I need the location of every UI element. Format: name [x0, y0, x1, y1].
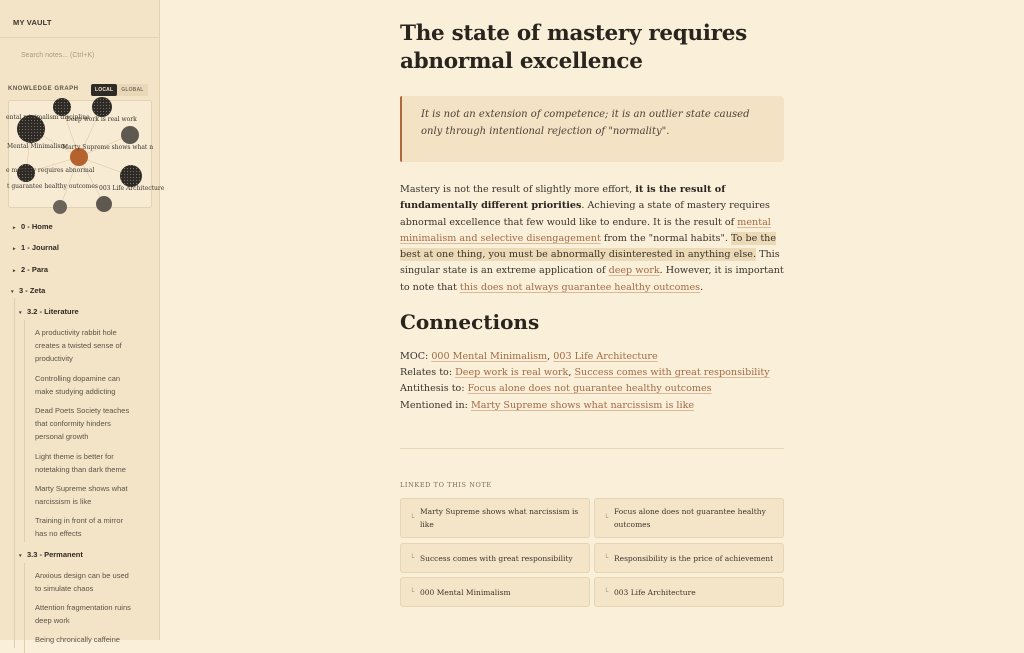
svg-text:t guarantee healthy outcomes: t guarantee healthy outcomes	[7, 183, 98, 190]
backlink-card[interactable]: └ 000 Mental Minimalism	[400, 577, 590, 607]
tree-note[interactable]: A productivity rabbit hole creates a twisted sense of productivity	[35, 328, 122, 363]
tree-folder-para[interactable]: ▸ 2 - Para	[13, 265, 49, 274]
chevron-down-icon: ▾	[19, 310, 22, 316]
tree-guide	[14, 298, 15, 648]
backlink-arrow-icon: └	[410, 588, 415, 596]
graph-global-toggle[interactable]: GLOBAL	[121, 87, 144, 93]
tree-folder-zeta[interactable]: ▾ 3 - Zeta	[11, 286, 46, 295]
knowledge-graph[interactable]	[6, 100, 165, 208]
graph-scope-toggle[interactable]	[91, 84, 148, 96]
wiki-link[interactable]: mental minimalism and selective disengagement	[400, 216, 771, 244]
backlink-arrow-icon: └	[604, 588, 609, 596]
knowledge-graph-label: KNOWLEDGE GRAPH	[8, 86, 79, 92]
tree-note[interactable]: Being chronically caffeine	[35, 635, 120, 644]
tree-note[interactable]: Dead Poets Society teaches that conformity hinders personal growth	[35, 406, 130, 441]
wiki-link[interactable]: Deep work is real work	[455, 367, 569, 378]
backlink-arrow-icon: └	[410, 514, 415, 522]
graph-node	[96, 196, 112, 212]
sidebar-divider	[0, 37, 160, 38]
chevron-down-icon: ▾	[11, 289, 14, 295]
graph-node	[53, 200, 67, 214]
backlink-arrow-icon: └	[604, 514, 609, 522]
tree-note[interactable]: Attention fragmentation ruins deep work	[35, 603, 131, 625]
svg-text:Deep work is real work: Deep work is real work	[66, 116, 137, 123]
connections-heading: Connections	[400, 310, 540, 334]
vault-title[interactable]: MY VAULT	[13, 18, 52, 27]
note-callout	[400, 96, 784, 162]
tree-note[interactable]: Controlling dopamine can make studying addicting	[35, 374, 121, 396]
backlink-arrow-icon: └	[604, 554, 609, 562]
wiki-link[interactable]: Focus alone does not guarantee healthy outcomes	[467, 383, 712, 394]
svg-text:003 Life Architecture: 003 Life Architecture	[99, 185, 165, 192]
backlink-card[interactable]: └ 003 Life Architecture	[594, 577, 784, 607]
graph-local-toggle[interactable]: LOCAL	[91, 84, 117, 96]
svg-text:ental minimalism discipline: ental minimalism discipline	[6, 114, 90, 121]
backlink-arrow-icon: └	[410, 554, 415, 562]
connection-antithesis: Antithesis to: Focus alone does not guarantee healthy outcomes	[400, 383, 712, 394]
backlink-card[interactable]: └ Focus alone does not guarantee healthy outcomes	[594, 498, 784, 538]
wiki-link[interactable]: Marty Supreme shows what narcissism is like	[470, 400, 695, 411]
tree-guide	[24, 320, 25, 542]
tree-note[interactable]: Marty Supreme shows what narcissism is like	[35, 484, 128, 506]
callout-text: It is not an extension of competence; it is an outlier state caused only through intentional rejection of "normality".	[421, 109, 750, 137]
section-divider	[400, 448, 784, 449]
highlighted-text: To be the best at one thing, you must be abnormally disinterested in anything else.	[400, 232, 777, 261]
tree-note[interactable]: Light theme is better for notetaking than dark theme	[35, 452, 126, 474]
tree-note[interactable]: Anxious design can be used to simulate chaos	[35, 571, 129, 593]
connection-relates: Relates to: Deep work is real work, Success comes with great responsibility	[400, 367, 770, 378]
wiki-link[interactable]: Success comes with great responsibility	[574, 367, 770, 378]
tree-folder-literature[interactable]: ▾ 3.2 - Literature	[19, 307, 79, 316]
tree-folder-journal[interactable]: ▸ 1 - Journal	[13, 243, 59, 252]
graph-node	[121, 126, 139, 144]
backlink-card[interactable]: └ Success comes with great responsibility	[400, 543, 590, 573]
note-title: The state of mastery requires abnormal excellence	[400, 21, 747, 74]
bold-text: it is the result of fundamentally different priorities	[400, 184, 726, 212]
svg-text:Marty Supreme shows what n: Marty Supreme shows what n	[62, 144, 154, 151]
svg-text:e mastery requires abnormal: e mastery requires abnormal	[6, 167, 95, 174]
search-input[interactable]: Search notes... (Ctrl+K)	[21, 52, 95, 59]
wiki-link[interactable]: 000 Mental Minimalism	[431, 351, 548, 362]
sidebar	[0, 0, 165, 644]
chevron-down-icon: ▾	[19, 553, 22, 559]
graph-node	[92, 97, 112, 117]
wiki-link[interactable]: 003 Life Architecture	[553, 351, 658, 362]
backlink-card[interactable]: └ Responsibility is the price of achievement	[594, 543, 784, 573]
chevron-right-icon: ▸	[13, 225, 16, 231]
chevron-right-icon: ▸	[13, 268, 16, 274]
wiki-link[interactable]: deep work	[608, 265, 660, 277]
graph-node	[120, 165, 142, 187]
svg-text:Mental Minimalism: Mental Minimalism	[7, 143, 67, 150]
tree-guide	[24, 563, 25, 653]
backlinks-label: LINKED TO THIS NOTE	[400, 481, 492, 489]
note-body: Mastery is not the result of slightly more effort, it is the result of fundamentally different priorities. Achieving a state of mastery requires abnormal excellence that few would like to endure. It is the result of mental minimalism and selective disengagement from the "normal habits". To be the best at one thing, you must be abnormally disinterested in anything else. This singular state is an extreme application of deep work. However, it is important to note that this does not always guarantee healthy outcomes.	[400, 184, 784, 293]
connection-moc: MOC: 000 Mental Minimalism, 003 Life Architecture	[400, 351, 658, 362]
backlink-card[interactable]: └ Marty Supreme shows what narcissism is like	[400, 498, 590, 538]
chevron-right-icon: ▸	[13, 246, 16, 252]
tree-note[interactable]: Training in front of a mirror has no effects	[35, 516, 124, 538]
tree-folder-home[interactable]: ▸ 0 - Home	[13, 222, 53, 231]
wiki-link[interactable]: this does not always guarantee healthy outcomes	[459, 281, 701, 293]
connection-mentioned: Mentioned in: Marty Supreme shows what narcissism is like	[400, 400, 695, 411]
tree-folder-permanent[interactable]: ▾ 3.3 - Permanent	[19, 550, 83, 559]
